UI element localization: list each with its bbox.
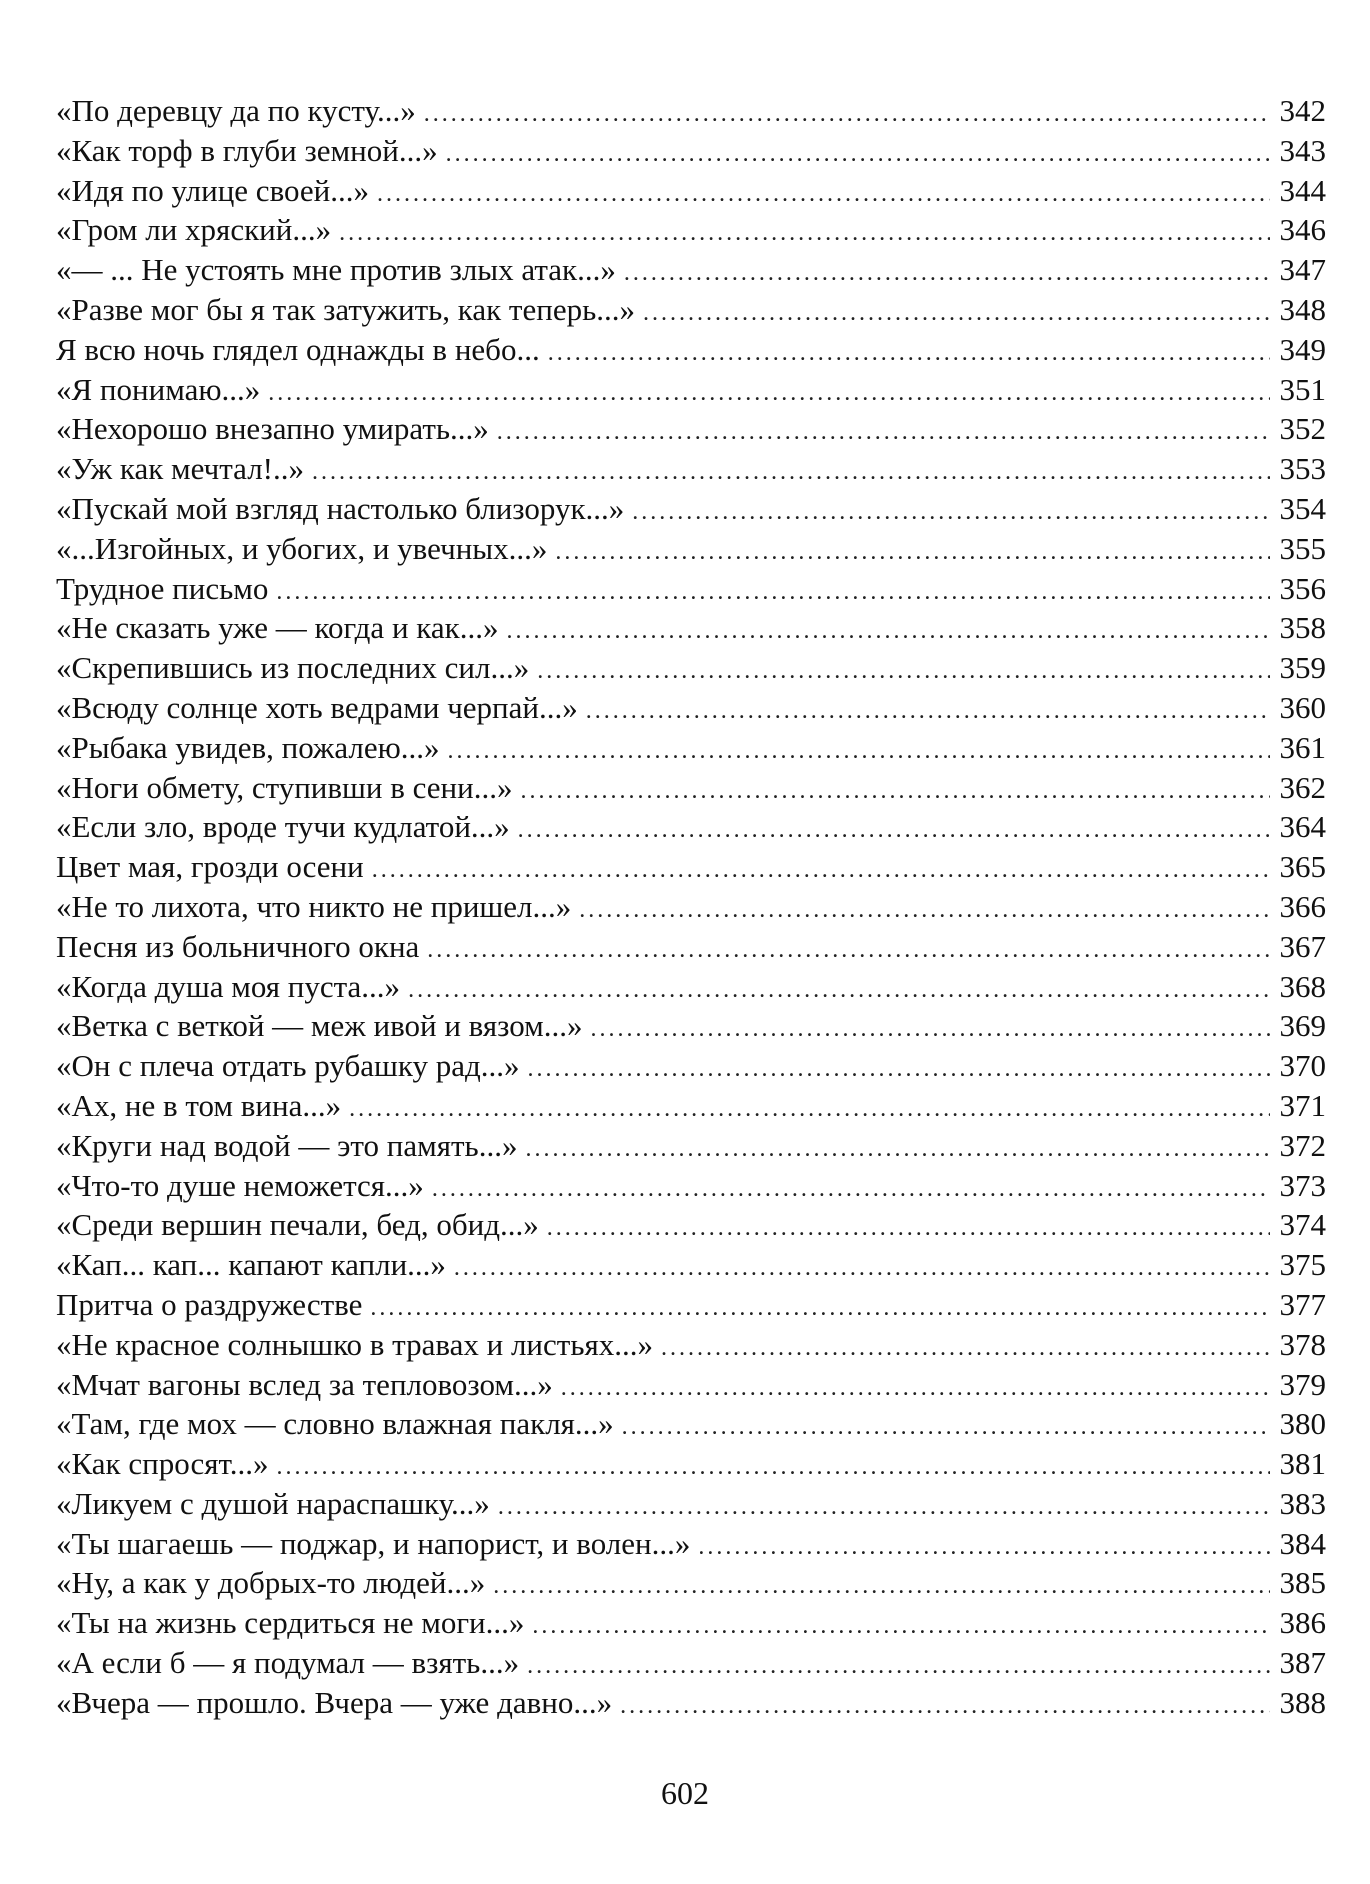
toc-entry-title: «Как спросят...»	[56, 1446, 269, 1482]
dot-leader	[454, 1249, 1270, 1289]
toc-entry	[56, 1365, 1326, 1405]
toc-entry	[56, 688, 1326, 728]
toc-entry	[56, 409, 1326, 449]
dot-leader	[518, 811, 1270, 851]
toc-entry	[56, 210, 1326, 250]
toc-entry-page-number: 352	[1279, 411, 1326, 447]
toc-entry-title: «— ... Не устоять мне против злых атак...»	[56, 252, 616, 288]
toc-entry-page-number: 342	[1279, 93, 1326, 128]
toc-entry-title: «Ноги обмету, ступивши в сени...»	[56, 769, 513, 805]
toc-entry-page-number: 388	[1279, 1684, 1326, 1720]
toc-entry-title: «А если б — я подумал — взять...»	[56, 1645, 520, 1681]
toc-entry-page-number: 377	[1279, 1286, 1326, 1322]
toc-entry-page-number: 365	[1279, 849, 1326, 885]
dot-leader	[698, 1528, 1270, 1568]
toc-entry	[56, 250, 1326, 290]
toc-entry-title: Притча о раздружестве	[56, 1286, 363, 1322]
toc-entry	[56, 1205, 1326, 1245]
toc-entry-page-number: 360	[1279, 689, 1326, 725]
dot-leader	[632, 493, 1270, 533]
toc-entry-page-number: 383	[1279, 1485, 1326, 1521]
toc-entry-title: «Всюду солнце хоть ведрами черпай...»	[56, 689, 578, 725]
toc-entry-title: «...Изгойных, и убогих, и увечных...»	[56, 530, 548, 566]
dot-leader	[525, 1130, 1270, 1170]
page-number: 602	[661, 1775, 709, 1811]
toc-entry-page-number: 348	[1279, 291, 1326, 327]
toc-entry-title: «Мчат вагоны вслед за тепловозом...»	[56, 1366, 553, 1402]
toc-entry-page-number: 386	[1279, 1605, 1326, 1641]
toc-entry-title: «Не то лихота, что никто не пришел...»	[56, 888, 572, 924]
toc-entry	[56, 648, 1326, 688]
toc-entry-title: «Ты шагаешь — поджар, и напорист, и волен...»	[56, 1525, 691, 1561]
dot-leader	[372, 851, 1270, 891]
toc-entry	[56, 1683, 1326, 1723]
toc-entry-page-number: 368	[1279, 968, 1326, 1004]
toc-entry	[56, 1166, 1326, 1206]
toc-entry-title: «Ах, не в том вина...»	[56, 1087, 342, 1123]
toc-entry-page-number: 378	[1279, 1326, 1326, 1362]
dot-leader	[555, 533, 1270, 573]
toc-entry	[56, 847, 1326, 887]
toc-entry-page-number: 358	[1279, 610, 1326, 646]
dot-leader	[537, 652, 1270, 692]
toc-entry-page-number: 370	[1279, 1048, 1326, 1084]
toc-entry-title: «По деревцу да по кусту...»	[56, 93, 416, 128]
dot-leader	[377, 175, 1270, 215]
toc-entry-page-number: 356	[1279, 570, 1326, 606]
toc-entry-title: «Ну, а как у добрых-то людей...»	[56, 1565, 486, 1601]
toc-entry	[56, 927, 1326, 967]
toc-entry-page-number: 354	[1279, 490, 1326, 526]
toc-entry-title: Цвет мая, грозди осени	[56, 849, 364, 885]
toc-entry-page-number: 384	[1279, 1525, 1326, 1561]
dot-leader	[548, 334, 1270, 374]
toc-entry-title: «Скрепившись из последних сил...»	[56, 650, 530, 686]
toc-entry-page-number: 375	[1279, 1247, 1326, 1283]
dot-leader	[527, 1647, 1270, 1687]
toc-entry	[56, 1245, 1326, 1285]
dot-leader	[532, 1607, 1270, 1647]
toc-entry	[56, 1484, 1326, 1524]
toc-entry	[56, 1046, 1326, 1086]
toc-entry	[56, 1126, 1326, 1166]
toc-entry-title: «Я понимаю...»	[56, 371, 261, 407]
toc-entry-page-number: 343	[1279, 132, 1326, 168]
toc-entry-title: «Идя по улице своей...»	[56, 172, 369, 208]
dot-leader	[498, 1488, 1270, 1528]
toc-entry	[56, 768, 1326, 808]
dot-leader	[661, 1329, 1270, 1369]
toc-entry-page-number: 369	[1279, 1008, 1326, 1044]
toc-entry-title: «Если зло, вроде тучи кудлатой...»	[56, 809, 510, 845]
toc-entry-page-number: 374	[1279, 1207, 1326, 1243]
toc-entry-title: «Гром ли хряский...»	[56, 212, 332, 248]
dot-leader	[579, 891, 1270, 931]
toc-entry-title: «Пускай мой взгляд настолько близорук...»	[56, 490, 625, 526]
toc-entry-title: «Как торф в глуби земной...»	[56, 132, 438, 168]
toc-entry	[56, 967, 1326, 1007]
toc-entry	[56, 608, 1326, 648]
dot-leader	[312, 453, 1270, 493]
toc-entry-title: «Разве мог бы я так затужить, как теперь...»	[56, 291, 635, 327]
toc-entry-page-number: 344	[1279, 172, 1326, 208]
toc-entry-page-number: 346	[1279, 212, 1326, 248]
toc-entry	[56, 91, 1326, 131]
toc-entry-page-number: 373	[1279, 1167, 1326, 1203]
toc-entry-page-number: 362	[1279, 769, 1326, 805]
toc-entry	[56, 449, 1326, 489]
toc-entry-title: «Ветка с веткой — меж ивой и вязом...»	[56, 1008, 583, 1044]
dot-leader	[276, 1448, 1270, 1488]
toc-entry-page-number: 355	[1279, 530, 1326, 566]
dot-leader	[586, 692, 1270, 732]
toc-entry-title: «Когда душа моя пуста...»	[56, 968, 401, 1004]
toc-entry-title: «Рыбака увидев, пожалею...»	[56, 729, 440, 765]
toc-entry	[56, 1285, 1326, 1325]
dot-leader	[424, 95, 1270, 135]
toc-entry-title: Я всю ночь глядел однажды в небо...	[56, 331, 540, 367]
toc-entry-page-number: 347	[1279, 252, 1326, 288]
toc-entry-page-number: 372	[1279, 1127, 1326, 1163]
toc-entry-page-number: 353	[1279, 451, 1326, 487]
toc-entry-title: «Ликуем с душой нараспашку...»	[56, 1485, 490, 1521]
dot-leader	[620, 1687, 1270, 1727]
toc-entry	[56, 1006, 1326, 1046]
toc-entry	[56, 171, 1326, 211]
dot-leader	[370, 1289, 1270, 1329]
toc-entry-title: «Он с плеча отдать рубашку рад...»	[56, 1048, 520, 1084]
dot-leader	[493, 1567, 1270, 1607]
toc-entry-page-number: 379	[1279, 1366, 1326, 1402]
toc-entry-page-number: 381	[1279, 1446, 1326, 1482]
toc-entry-title: «Не сказать уже — когда и как...»	[56, 610, 499, 646]
dot-leader	[622, 1408, 1270, 1448]
toc-entry-title: «Нехорошо внезапно умирать...»	[56, 411, 489, 447]
toc-entry-title: Трудное письмо	[56, 570, 269, 606]
toc-entry	[56, 131, 1326, 171]
toc-entry	[56, 569, 1326, 609]
dot-leader	[427, 931, 1270, 971]
toc-entry-page-number: 387	[1279, 1645, 1326, 1681]
toc-entry-page-number: 385	[1279, 1565, 1326, 1601]
toc-entry-page-number: 364	[1279, 809, 1326, 845]
toc-entry	[56, 1404, 1326, 1444]
dot-leader	[446, 135, 1270, 175]
toc-entry-title: «Кап... кап... капают капли...»	[56, 1247, 446, 1283]
dot-leader	[408, 971, 1270, 1011]
toc-entry-page-number: 349	[1279, 331, 1326, 367]
toc-entry	[56, 728, 1326, 768]
dot-leader	[520, 772, 1270, 812]
dot-leader	[339, 214, 1270, 254]
toc-entry-title: «Уж как мечтал!..»	[56, 451, 304, 487]
toc-entry-page-number: 367	[1279, 928, 1326, 964]
table-of-contents	[56, 91, 1326, 1723]
toc-entry-page-number: 380	[1279, 1406, 1326, 1442]
toc-entry-title: «Среди вершин печали, бед, обид...»	[56, 1207, 539, 1243]
toc-entry	[56, 1086, 1326, 1126]
dot-leader	[591, 1010, 1270, 1050]
toc-entry	[56, 529, 1326, 569]
dot-leader	[561, 1369, 1270, 1409]
dot-leader	[506, 612, 1270, 652]
toc-entry-title: «Что-то душе неможется...»	[56, 1167, 424, 1203]
toc-entry-page-number: 366	[1279, 888, 1326, 924]
dot-leader	[528, 1050, 1270, 1090]
toc-entry-page-number: 371	[1279, 1087, 1326, 1123]
dot-leader	[497, 413, 1270, 453]
dot-leader	[349, 1090, 1270, 1130]
toc-entry	[56, 807, 1326, 847]
toc-entry	[56, 1643, 1326, 1683]
toc-entry	[56, 1444, 1326, 1484]
dot-leader	[276, 573, 1270, 613]
toc-entry-title: «Там, где мох — словно влажная пакля...»	[56, 1406, 614, 1442]
toc-entry	[56, 1325, 1326, 1365]
dot-leader	[432, 1170, 1270, 1210]
toc-entry-title: «Ты на жизнь сердиться не моги...»	[56, 1605, 525, 1641]
dot-leader	[268, 374, 1270, 414]
toc-entry-title: «Вчера — прошло. Вчера — уже давно...»	[56, 1684, 613, 1720]
toc-entry	[56, 290, 1326, 330]
toc-entry-title: Песня из больничного окна	[56, 928, 420, 964]
dot-leader	[547, 1209, 1270, 1249]
toc-entry	[56, 1524, 1326, 1564]
toc-entry-page-number: 359	[1279, 650, 1326, 686]
toc-entry-page-number: 351	[1279, 371, 1326, 407]
toc-entry	[56, 1603, 1326, 1643]
toc-entry-title: «Круги над водой — это память...»	[56, 1127, 518, 1163]
toc-entry	[56, 370, 1326, 410]
toc-entry	[56, 330, 1326, 370]
toc-entry-page-number: 361	[1279, 729, 1326, 765]
toc-entry	[56, 887, 1326, 927]
toc-entry	[56, 489, 1326, 529]
dot-leader	[448, 732, 1270, 772]
toc-entry	[56, 1563, 1326, 1603]
toc-entry-title: «Не красное солнышко в травах и листьях...»	[56, 1326, 653, 1362]
dot-leader	[624, 254, 1270, 294]
dot-leader	[643, 294, 1270, 334]
